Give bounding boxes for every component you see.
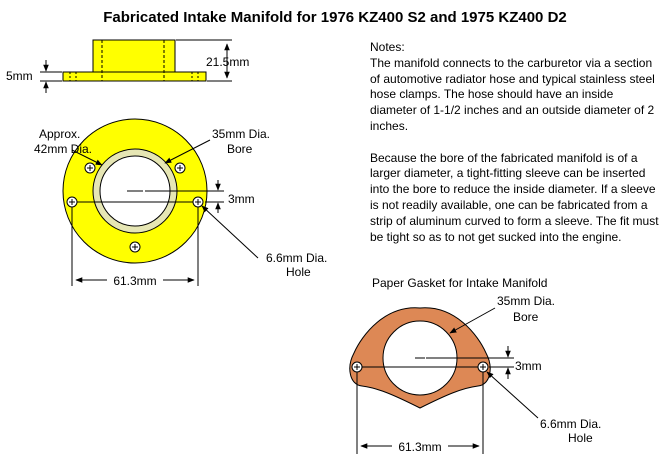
gasket-title: Paper Gasket for Intake Manifold [372,276,548,290]
gasket-hole-label-line2: Hole [568,431,593,445]
approx-label-line1: Approx. [39,127,81,141]
page-title: Fabricated Intake Manifold for 1976 KZ400 S2 and 1975 KZ400 D2 [103,9,567,26]
spacing-label: 61.3mm [113,274,157,288]
bolt-hole [175,163,185,173]
offset-label: 3mm [228,192,255,206]
gasket-bore-label-line1: 35mm Dia. [497,294,556,308]
height-label: 21.5mm [206,55,250,69]
bore-label-line2: Bore [227,142,253,156]
bolt-hole [67,197,77,207]
notes-heading: Notes: [370,40,405,54]
notes-panel [370,40,660,245]
gasket-view [350,276,602,454]
notes-paragraph-1: The manifold connects to the carburetor via a section of automotive radiator hose and typical stainless steel hose clamps. The hose should have an inside diameter of 1-1/2 inches and an outside diameter of 2 inches. [370,55,655,133]
gasket-hole-leader [487,372,538,418]
gasket-offset-label: 3mm [515,359,542,373]
hole-label-line1: 6.6mm Dia. [266,251,328,265]
notes-paragraph-2: Because the bore of the fabricated manifold is of a larger diameter, a tight-fitting sleeve can be inserted into the bore to reduce the inside diameter. If a sleeve is not readily available, one can be fabricated from a strip of aluminum curved to form a sleeve. The fit must be tight so as to not get sucked into the engine. [370,150,659,244]
bolt-hole [193,197,203,207]
manifold-flange-side [63,72,206,81]
gasket-hole-label-line1: 6.6mm Dia. [540,417,602,431]
hole-label-line2: Hole [286,265,311,279]
manifold-body-side [93,40,175,72]
bolt-hole [130,242,140,252]
bore-label-line1: 35mm Dia. [212,127,271,141]
notes-spacer [370,135,660,151]
approx-label-line2: 42mm Dia. [34,142,93,156]
gasket-hole [478,362,488,372]
top-view [34,119,327,288]
gasket-spacing-label: 61.3mm [398,440,442,454]
gasket-hole [352,362,362,372]
bolt-hole [85,163,95,173]
gasket-bore-label-line2: Bore [513,310,539,324]
side-view [6,40,249,93]
hole-leader [202,206,258,258]
flange-label: 5mm [6,69,33,83]
